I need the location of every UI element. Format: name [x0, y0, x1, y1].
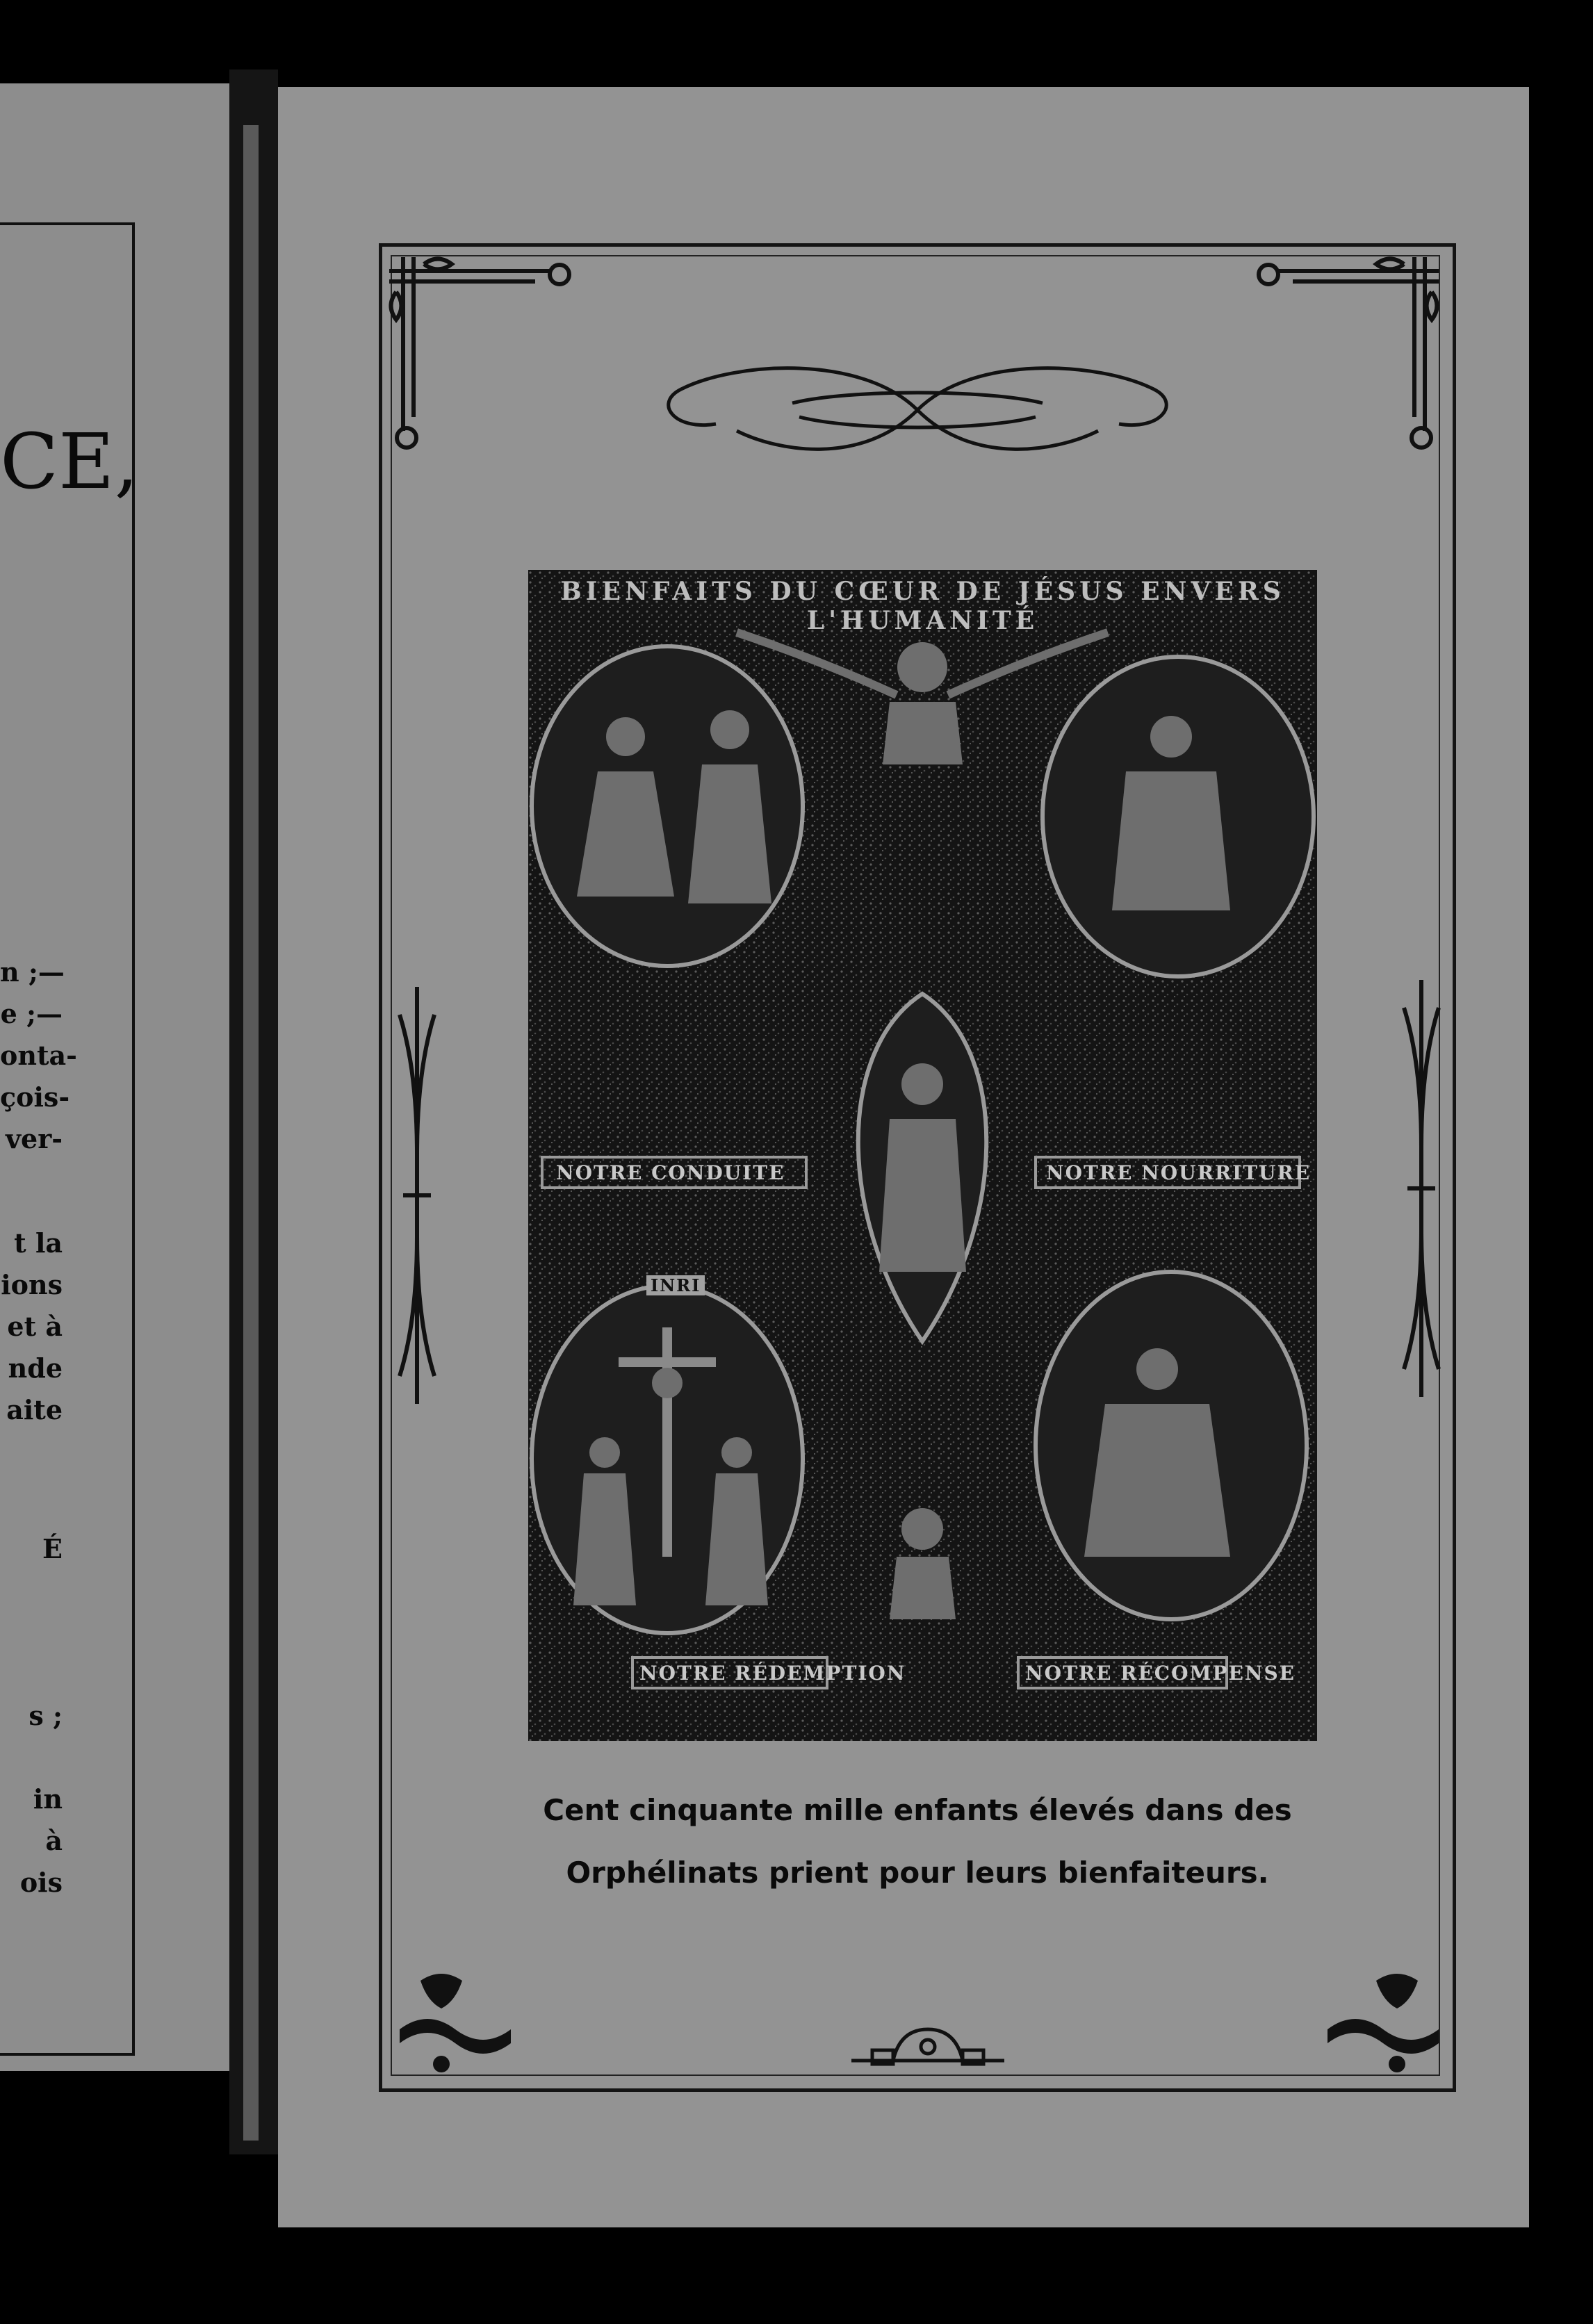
engraving-heading: BIENFAITS DU CŒUR DE JÉSUS ENVERS L'HUMANITÉ — [560, 577, 1285, 635]
label-notre-recompense: NOTRE RÉCOMPENSE — [1025, 1662, 1296, 1685]
left-page-line: É — [42, 1533, 63, 1564]
caption-line-2: Orphélinats prient pour leurs bienfaiteurs. — [566, 1856, 1269, 1890]
left-page-line: s ; — [28, 1700, 63, 1731]
left-page-line: çois- — [0, 1081, 70, 1113]
left-page-line: nde — [8, 1352, 63, 1384]
label-notre-nourriture: NOTRE NOURRITURE — [1046, 1161, 1312, 1184]
label-notre-conduite: NOTRE CONDUITE — [556, 1161, 785, 1184]
left-page-line: ver- — [5, 1123, 63, 1154]
engraving-artwork — [528, 570, 1317, 1741]
side-ornament-right-icon — [1390, 980, 1453, 1397]
left-page-title-fragment: CE, — [0, 417, 139, 506]
corner-ornament-bottom-right-icon — [1321, 1967, 1446, 2078]
cross-inscription: INRI — [646, 1275, 705, 1295]
label-notre-redemption: NOTRE RÉDEMPTION — [639, 1662, 906, 1685]
bottom-center-ornament-icon — [851, 2026, 1004, 2075]
corner-ornament-top-right-icon — [1237, 250, 1446, 459]
left-page-line: e ;— — [0, 998, 63, 1029]
left-page-line: onta- — [0, 1040, 77, 1071]
medallion-top-left — [532, 646, 803, 966]
left-page-line: ois — [19, 1867, 63, 1898]
top-flourish-icon — [653, 347, 1182, 473]
left-page-line: aite — [6, 1394, 63, 1425]
left-page-line: et à — [7, 1311, 63, 1342]
left-page-line: à — [45, 1825, 63, 1856]
devotional-engraving — [528, 570, 1317, 1741]
left-page-line: ions — [1, 1269, 63, 1300]
spine-binding-stripe — [243, 125, 259, 2141]
side-ornament-left-icon — [386, 987, 448, 1404]
corner-ornament-bottom-left-icon — [393, 1967, 518, 2078]
left-page-line: n ;— — [0, 956, 65, 988]
left-page-line: t la — [14, 1227, 63, 1259]
corner-ornament-top-left-icon — [382, 250, 591, 459]
left-page-line: in — [33, 1783, 63, 1815]
caption-line-1: Cent cinquante mille enfants élevés dans des — [543, 1793, 1292, 1827]
